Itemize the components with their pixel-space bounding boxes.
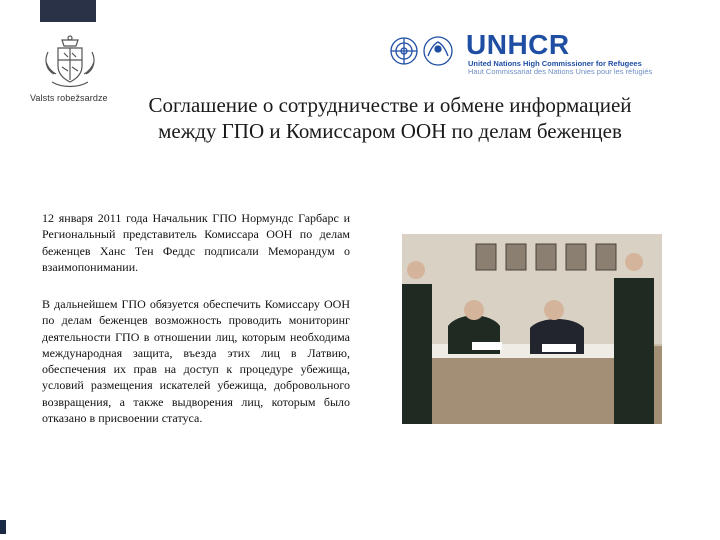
unhcr-logo	[388, 30, 658, 74]
unhcr-hands-icon	[424, 37, 452, 65]
unhcr-subtitle-fr: Haut Commissariat des Nations Unies pour les réfugiés	[468, 67, 653, 76]
coat-of-arms-icon	[40, 34, 100, 92]
slide-title: Соглашение о сотрудничестве и обмене информацией между ГПО и Комиссаром ООН по делам беженцев	[148, 93, 632, 143]
paragraph-obligations: В дальнейшем ГПО обязуется обеспечить Комиссару ООН по делам беженцев возможность проводить мониторинг деятельности ГПО в отношении лиц, которым необходима международная защита, въезда этих лиц в Латвию, обеспечения их прав на доступ к процедуре убежища, условий размещения искателей убежища, добровольного возвращения, а также выдворения лиц, которым было отказано в присвоении статуса.	[42, 297, 350, 426]
top-decorative-bar	[40, 0, 96, 22]
bottom-left-marker	[0, 520, 6, 534]
border-guard-caption: Valsts robežsardze	[30, 93, 108, 103]
paragraph-signing: 12 января 2011 года Начальник ГПО Нормундс Гарбарс и Региональный представитель Комиссара ООН по делам беженцев Ханс Тен Феддс подписали Меморандум о взаимопонимании.	[42, 211, 350, 274]
unhcr-wordmark: UNHCR	[466, 29, 570, 60]
un-emblem-icon	[391, 38, 417, 64]
signing-ceremony-photo	[402, 234, 662, 424]
unhcr-subtitle-en: United Nations High Commissioner for Refugees	[468, 59, 642, 68]
